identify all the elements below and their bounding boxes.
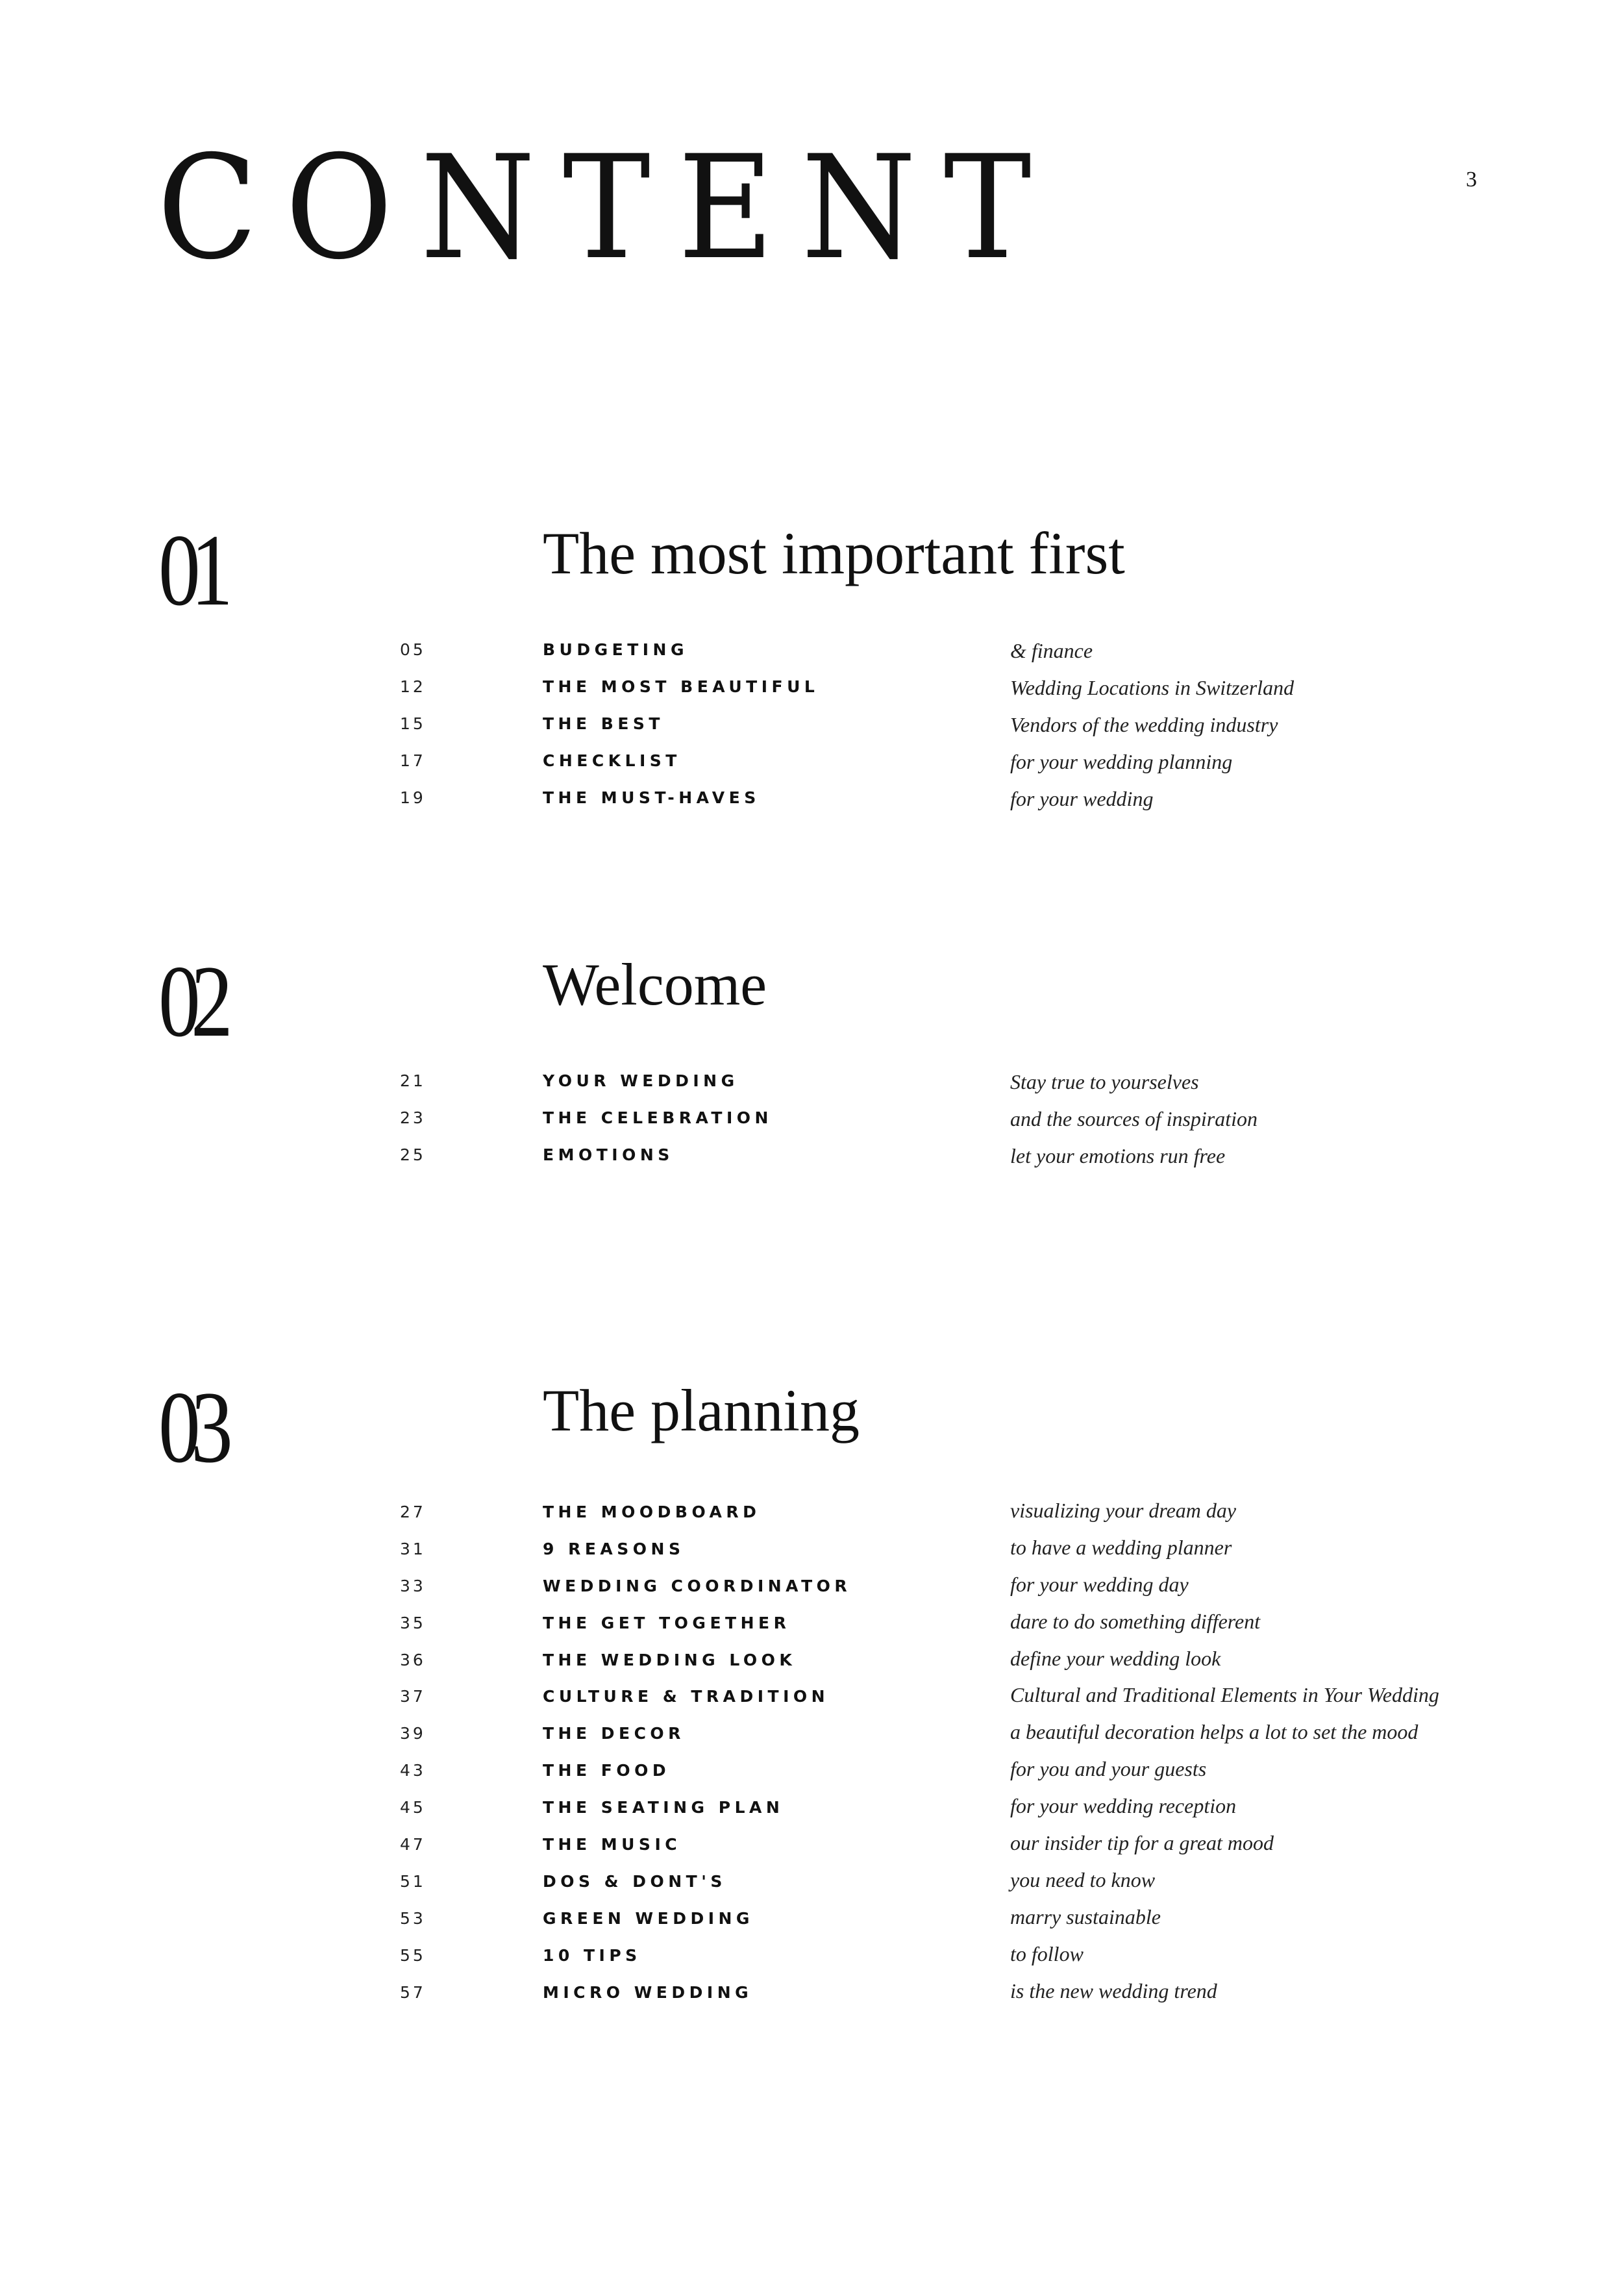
- section-number: 01: [158, 514, 224, 627]
- entry-topic: DOS & DONT'S: [543, 1871, 726, 1891]
- entry-page-number: 25: [400, 1145, 426, 1164]
- toc-list: [0, 1499, 1623, 2019]
- entry-page-number: 17: [400, 751, 426, 770]
- entry-topic: CHECKLIST: [543, 751, 681, 770]
- section-title: The most important first: [543, 520, 1125, 586]
- entry-page-number: 27: [400, 1503, 426, 1521]
- entry-subtitle: Wedding Locations in Switzerland: [1010, 676, 1295, 699]
- toc-entry[interactable]: [0, 1941, 1623, 1983]
- entry-topic: YOUR WEDDING: [543, 1071, 739, 1090]
- toc-entry[interactable]: [0, 677, 1623, 714]
- entry-subtitle: & finance: [1010, 639, 1093, 662]
- section-title: Welcome: [543, 951, 767, 1017]
- toc-entry[interactable]: [0, 1572, 1623, 1614]
- entry-page-number: 37: [400, 1687, 426, 1706]
- toc-entry[interactable]: [0, 1108, 1623, 1145]
- entry-page-number: 31: [400, 1539, 426, 1558]
- toc-entry[interactable]: [0, 1071, 1623, 1108]
- toc-entry[interactable]: [0, 1867, 1623, 1909]
- toc-entry[interactable]: [0, 1978, 1623, 2020]
- entry-subtitle: a beautiful decoration helps a lot to set the mood: [1010, 1720, 1419, 1744]
- entry-subtitle: marry sustainable: [1010, 1904, 1161, 1928]
- toc-entry[interactable]: [0, 1683, 1623, 1724]
- entry-topic: EMOTIONS: [543, 1145, 674, 1164]
- entry-subtitle: is the new wedding trend: [1010, 1978, 1217, 2003]
- entry-page-number: 21: [400, 1071, 426, 1090]
- entry-page-number: 12: [400, 677, 426, 696]
- toc-entry[interactable]: [0, 1499, 1623, 1540]
- entry-subtitle: let your emotions run free: [1010, 1144, 1226, 1167]
- entry-topic: THE CELEBRATION: [543, 1108, 773, 1127]
- entry-topic: THE SEATING PLAN: [543, 1798, 784, 1817]
- entry-subtitle: for your wedding: [1010, 787, 1154, 810]
- toc-entry[interactable]: [0, 1535, 1623, 1577]
- entry-topic: THE MOST BEAUTIFUL: [543, 677, 819, 696]
- entry-page-number: 23: [400, 1108, 426, 1127]
- entry-page-number: 45: [400, 1798, 426, 1817]
- entry-topic: MICRO WEDDING: [543, 1982, 753, 2002]
- entry-subtitle: to have a wedding planner: [1010, 1535, 1232, 1559]
- entry-subtitle: Cultural and Traditional Elements in Your Wedding: [1010, 1683, 1439, 1707]
- entry-page-number: 43: [400, 1761, 426, 1780]
- entry-page-number: 19: [400, 788, 426, 807]
- entry-topic: 9 REASONS: [543, 1539, 685, 1558]
- toc-entry[interactable]: [0, 1794, 1623, 1835]
- toc-list: [0, 1071, 1623, 1182]
- page-title: CONTENT: [157, 125, 1059, 291]
- entry-subtitle: dare to do something different: [1010, 1609, 1261, 1633]
- entry-topic: THE FOOD: [543, 1761, 671, 1780]
- entry-subtitle: visualizing your dream day: [1010, 1499, 1237, 1522]
- entry-subtitle: Vendors of the wedding industry: [1010, 713, 1278, 736]
- toc-entry[interactable]: [0, 640, 1623, 677]
- entry-topic: THE BEST: [543, 714, 664, 733]
- toc-entry[interactable]: [0, 1646, 1623, 1688]
- entry-page-number: 39: [400, 1724, 426, 1743]
- toc-entry[interactable]: [0, 1609, 1623, 1651]
- entry-topic: THE GET TOGETHER: [543, 1613, 791, 1632]
- entry-subtitle: for your wedding day: [1010, 1572, 1189, 1596]
- entry-page-number: 53: [400, 1908, 426, 1928]
- section-number: 03: [158, 1371, 224, 1484]
- entry-page-number: 55: [400, 1945, 426, 1965]
- entry-subtitle: and the sources of inspiration: [1010, 1107, 1258, 1130]
- entry-page-number: 36: [400, 1650, 426, 1669]
- entry-topic: GREEN WEDDING: [543, 1908, 754, 1928]
- toc-entry[interactable]: [0, 1720, 1623, 1761]
- entry-topic: BUDGETING: [543, 640, 689, 659]
- entry-topic: THE MOODBOARD: [543, 1503, 761, 1521]
- entry-subtitle: for your wedding planning: [1010, 750, 1233, 773]
- entry-subtitle: for you and your guests: [1010, 1757, 1207, 1781]
- toc-entry[interactable]: [0, 751, 1623, 788]
- toc-entry[interactable]: [0, 1757, 1623, 1798]
- entry-page-number: 51: [400, 1871, 426, 1891]
- entry-page-number: 57: [400, 1982, 426, 2002]
- page-number: 3: [1466, 168, 1477, 192]
- entry-topic: CULTURE & TRADITION: [543, 1687, 830, 1706]
- entry-topic: THE MUSIC: [543, 1835, 682, 1854]
- entry-page-number: 05: [400, 640, 426, 659]
- entry-page-number: 35: [400, 1613, 426, 1632]
- toc-entry[interactable]: [0, 714, 1623, 751]
- entry-subtitle: to follow: [1010, 1941, 1084, 1965]
- entry-subtitle: define your wedding look: [1010, 1646, 1221, 1670]
- toc-entry[interactable]: [0, 1904, 1623, 1946]
- entry-topic: THE MUST-HAVES: [543, 788, 760, 807]
- entry-topic: THE DECOR: [543, 1724, 685, 1743]
- entry-topic: THE WEDDING LOOK: [543, 1650, 797, 1669]
- entry-subtitle: our insider tip for a great mood: [1010, 1831, 1274, 1855]
- toc-entry[interactable]: [0, 1831, 1623, 1872]
- entry-subtitle: Stay true to yourselves: [1010, 1070, 1199, 1093]
- toc-entry[interactable]: [0, 788, 1623, 825]
- toc-list: [0, 640, 1623, 825]
- entry-subtitle: for your wedding reception: [1010, 1794, 1237, 1818]
- entry-subtitle: you need to know: [1010, 1867, 1156, 1891]
- entry-topic: 10 TIPS: [543, 1945, 641, 1965]
- entry-page-number: 15: [400, 714, 426, 733]
- toc-entry[interactable]: [0, 1145, 1623, 1182]
- entry-page-number: 47: [400, 1835, 426, 1854]
- entry-page-number: 33: [400, 1576, 426, 1595]
- entry-topic: WEDDING COORDINATOR: [543, 1576, 852, 1595]
- section-title: The planning: [543, 1377, 860, 1443]
- section-number: 02: [158, 945, 224, 1058]
